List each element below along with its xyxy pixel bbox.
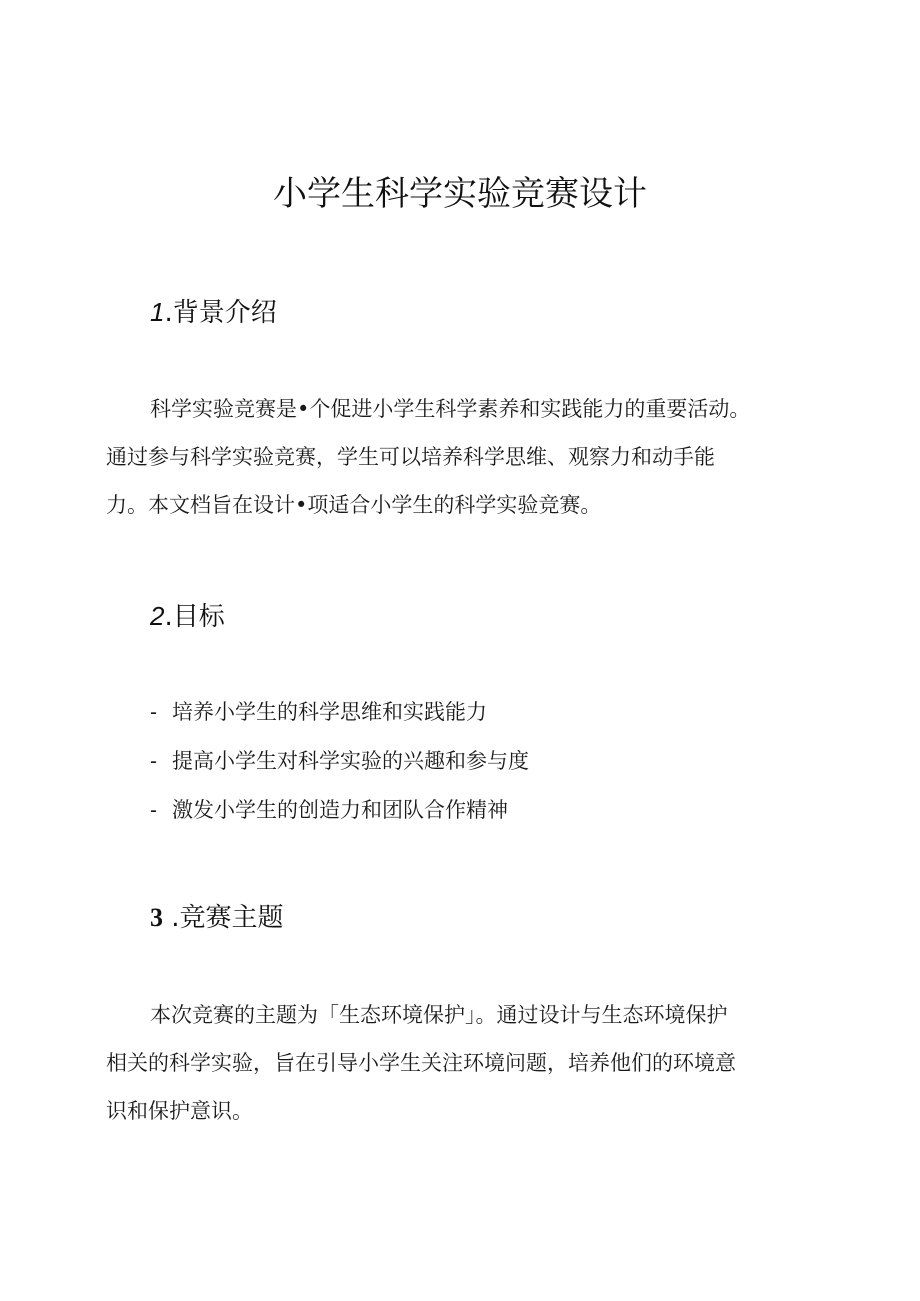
list-item (150, 688, 529, 737)
section-separator: . (164, 602, 173, 632)
section-title: 背景介绍 (172, 298, 277, 328)
bullet-dash: - (150, 750, 157, 773)
paragraph-line: 通过参与科学实验竞赛，学生可以培养科学思维、观察力和动手能 (106, 445, 715, 469)
paragraph-line: 力。本文档旨在设计•项适合小学生的科学实验竞赛。 (106, 493, 602, 517)
document-title: 小学生科学实验竞赛设计 (273, 174, 647, 214)
section-heading-goals (150, 596, 225, 637)
section-heading-background (150, 292, 277, 333)
background-paragraph (106, 385, 816, 529)
paragraph-line: 科学实验竞赛是•个促进小学生科学素养和实践能力的重要活动。 (150, 397, 751, 421)
section-heading-theme (150, 898, 284, 938)
section-number: 2 (150, 601, 165, 631)
paragraph-line: 相关的科学实验，旨在引导小学生关注环境问题，培养他们的环境意 (106, 1051, 736, 1075)
paragraph-line: 识和保护意识。 (106, 1099, 253, 1123)
bullet-dash: - (150, 799, 157, 822)
section-title: 目标 (172, 602, 225, 632)
theme-paragraph (106, 991, 816, 1135)
list-item (150, 737, 529, 786)
paragraph-line: 本次竞赛的主题为「生态环境保护」。通过设计与生态环境保护 (150, 1003, 728, 1027)
list-item (150, 786, 529, 835)
section-title: 竞赛主题 (179, 903, 284, 933)
list-item-text: 激发小学生的创造力和团队合作精神 (172, 798, 508, 822)
goals-list (150, 688, 529, 835)
section-separator: . (164, 298, 173, 328)
section-separator: . (171, 903, 180, 933)
list-item-text: 培养小学生的科学思维和实践能力 (172, 700, 487, 724)
bullet-dash: - (150, 701, 157, 724)
list-item-text: 提高小学生对科学实验的兴趣和参与度 (172, 749, 529, 773)
section-number: 1 (150, 297, 165, 327)
section-number: 3 (150, 903, 163, 932)
